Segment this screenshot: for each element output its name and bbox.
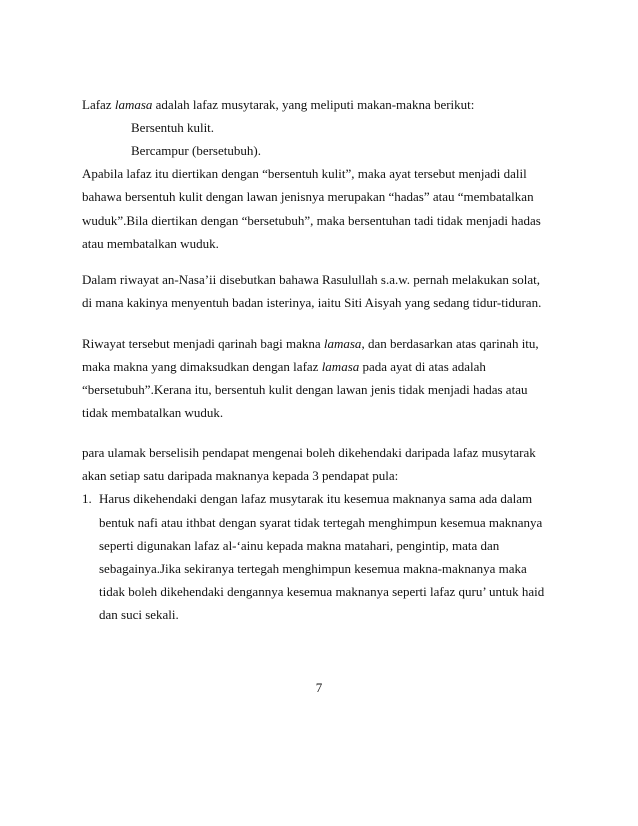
list-item-line: Harus dikehendaki dengan lafaz musytarak itu kesemua maknanya sama ada dalam <box>99 491 533 506</box>
text-span: , dan berdasarkan atas qarinah itu, <box>361 336 539 351</box>
text-line: wuduk”.Bila diertikan dengan “bersetubuh”, maka bersentuhan tadi tidak menjadi hadas <box>82 213 541 228</box>
text-line: di mana kakinya menyentuh badan isterinya, iaitu Siti Aisyah yang sedang tidur-tiduran. <box>82 295 542 310</box>
text-span: pada ayat di atas adalah <box>359 359 486 374</box>
text-line: akan setiap satu daripada maknanya kepada 3 pendapat pula: <box>82 468 399 483</box>
text-line: bahawa bersentuh kulit dengan lawan jenisnya merupakan “hadas” atau “membatalkan <box>82 189 534 204</box>
italic-term: lamasa <box>323 336 362 351</box>
list-line: Bersentuh kulit. <box>131 120 215 135</box>
text-line: Apabila lafaz itu diertikan dengan “bersentuh kulit”, maka ayat tersebut menjadi dalil <box>82 166 527 181</box>
page-number: 7 <box>315 680 323 695</box>
text-span: maka makna yang dimaksudkan dengan lafaz <box>82 359 322 374</box>
list-line: Bercampur (bersetubuh). <box>131 143 261 158</box>
text-span: adalah lafaz musytarak, yang meliputi makan-makna berikut: <box>152 97 475 112</box>
text-line: para ulamak berselisih pendapat mengenai boleh dikehendaki daripada lafaz musytarak <box>82 445 536 460</box>
text-line: “bersetubuh”.Kerana itu, bersentuh kulit dengan lawan jenis tidak menjadi hadas atau <box>82 382 528 397</box>
list-item-line: tidak boleh dikehendaki dengannya kesemua maknanya seperti lafaz quru’ untuk haid <box>99 584 545 599</box>
text-line: Dalam riwayat an-Nasa’ii disebutkan bahawa Rasulullah s.a.w. pernah melakukan solat, <box>82 272 540 287</box>
text-line: tidak membatalkan wuduk. <box>82 405 224 420</box>
list-item-line: dan suci sekali. <box>99 607 179 622</box>
text-line <box>82 92 474 117</box>
italic-term: lamasa <box>321 359 360 374</box>
list-item-line: sebagainya.Jika sekiranya tertegah menghimpun kesemua makna-maknanya maka <box>99 561 527 576</box>
text-line: atau membatalkan wuduk. <box>82 236 219 251</box>
list-item-line: seperti digunakan lafaz al-‘ainu kepada makna matahari, pengintip, mata dan <box>99 538 500 553</box>
list-number: 1. <box>82 491 92 506</box>
italic-term: lamasa <box>114 97 153 112</box>
text-span: Riwayat tersebut menjadi qarinah bagi makna <box>82 336 324 351</box>
text-line <box>82 331 539 356</box>
text-span: Lafaz <box>82 97 115 112</box>
list-item-line: bentuk nafi atau ithbat dengan syarat tidak tertegah menghimpun kesemua maknanya <box>99 515 543 530</box>
text-line <box>82 354 486 379</box>
